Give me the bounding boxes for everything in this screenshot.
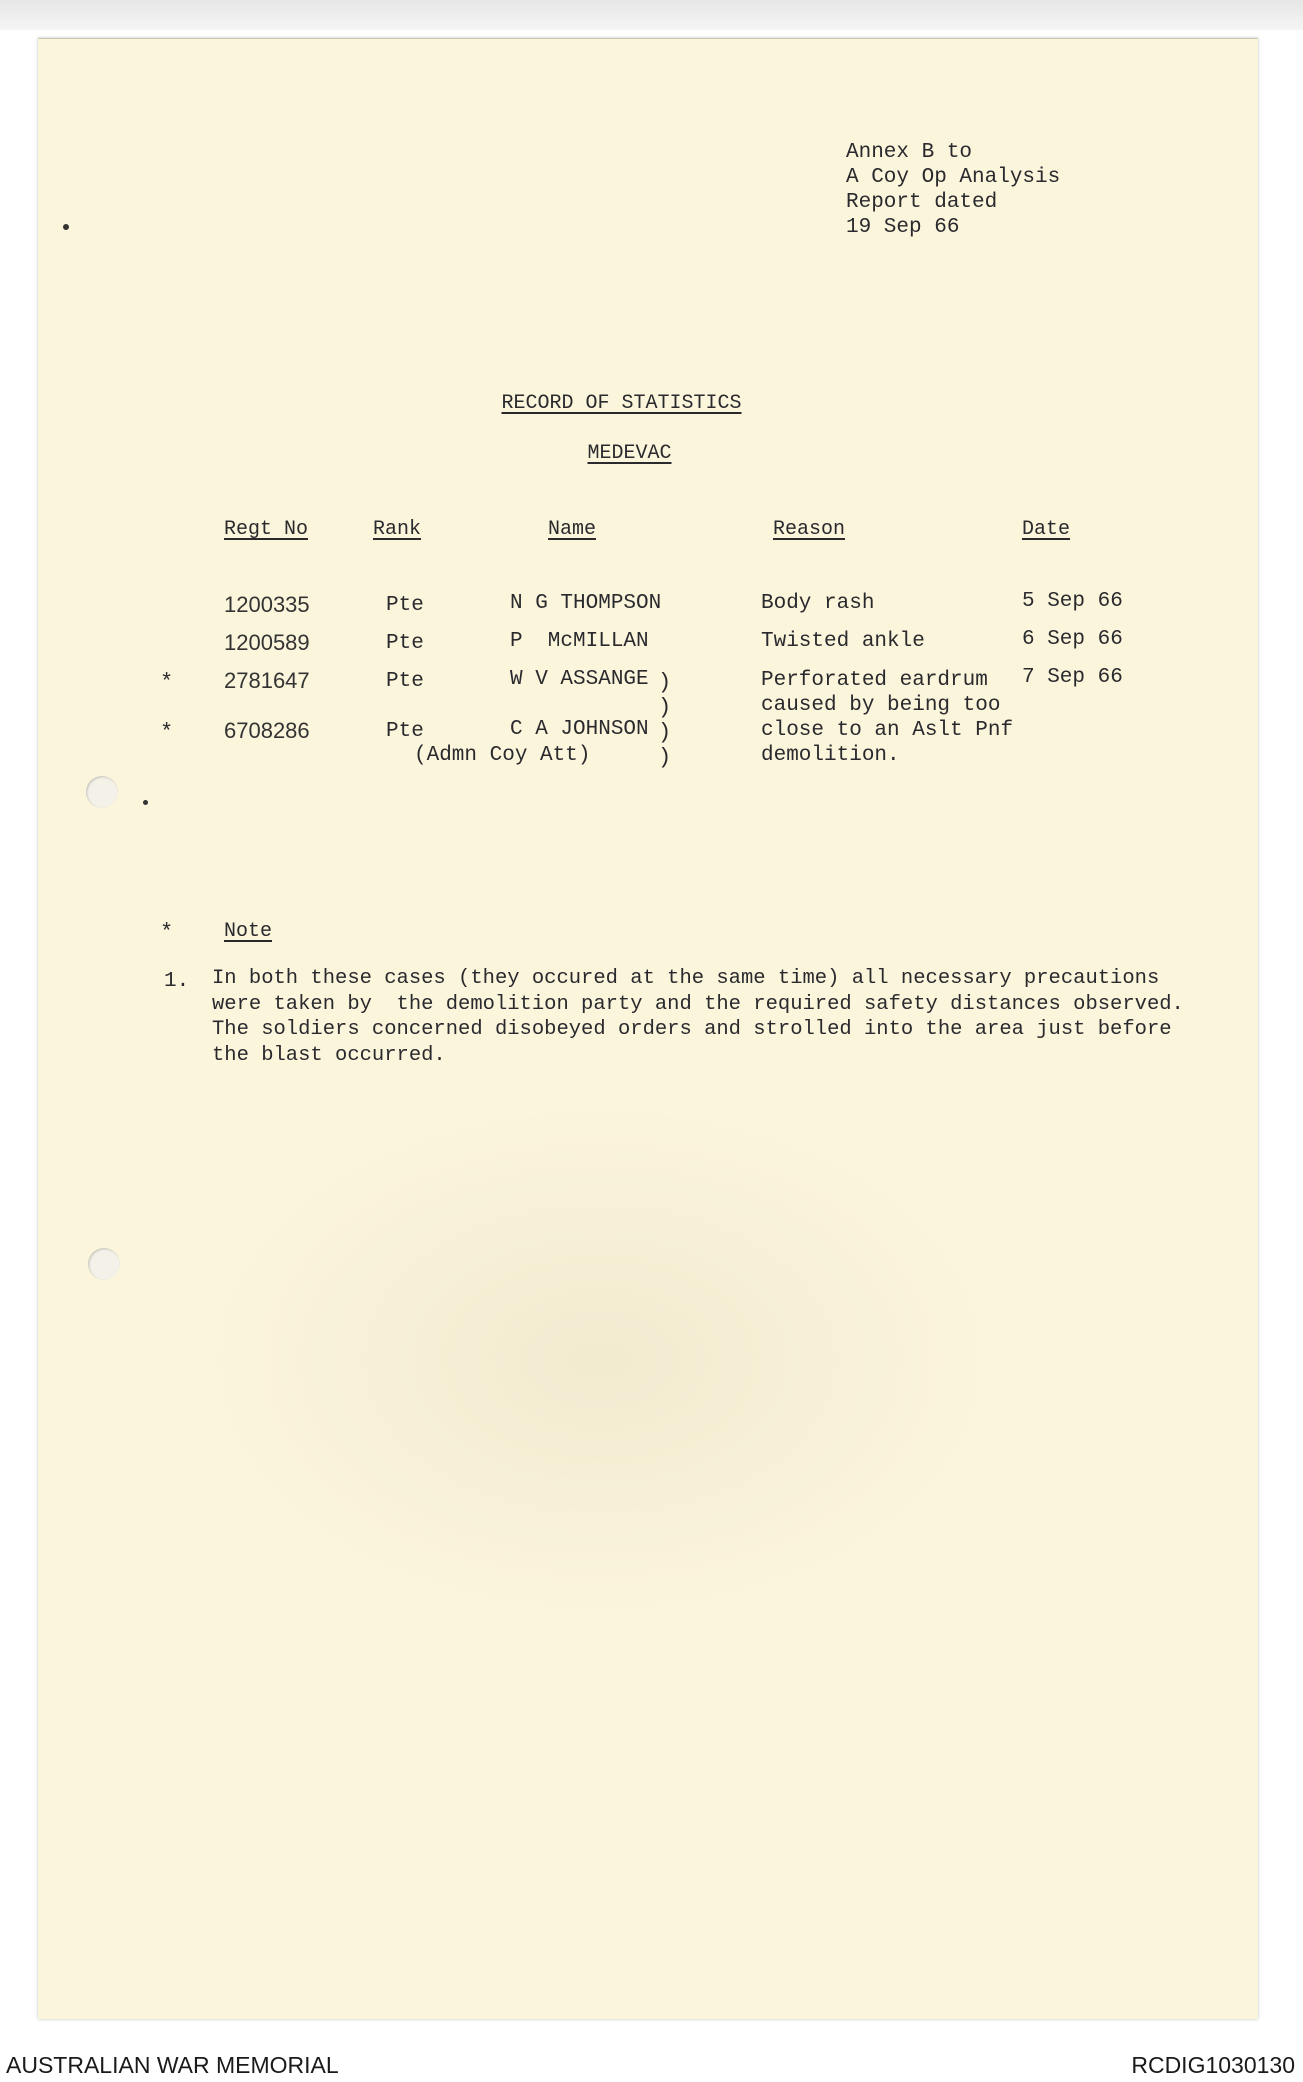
note-asterisk: * xyxy=(160,920,174,945)
note-paragraph xyxy=(212,966,1184,1068)
annex-line: Report dated xyxy=(846,191,998,214)
paper-speck xyxy=(63,224,69,230)
paper-speck xyxy=(143,800,148,805)
punch-hole-lower xyxy=(88,1248,120,1280)
note-number: 1. xyxy=(164,970,190,993)
document-title: RECORD OF STATISTICS xyxy=(501,392,742,415)
annex-line: 19 Sep 66 xyxy=(846,216,960,239)
shared-reason-line: demolition. xyxy=(761,744,900,767)
header-reason: Reason xyxy=(773,518,846,541)
row1-rank: Pte xyxy=(386,594,424,617)
row2-rank: Pte xyxy=(386,632,424,655)
annex-line: A Coy Op Analysis xyxy=(846,166,1061,189)
annex-line: Annex B to xyxy=(846,141,973,164)
row3-date: 7 Sep 66 xyxy=(1022,666,1123,689)
shared-reason-line: Perforated eardrum xyxy=(761,669,988,692)
row1-name: N G THOMPSON xyxy=(510,592,662,615)
header-regt-no: Regt No xyxy=(224,518,309,541)
row2-name: P McMILLAN xyxy=(510,630,649,653)
row1-regt-no: 1200335 xyxy=(224,592,310,617)
footer-institution: AUSTRALIAN WAR MEMORIAL xyxy=(6,2052,339,2078)
row3-asterisk: * xyxy=(160,670,174,695)
shared-reason-line: caused by being too xyxy=(761,694,1001,717)
punch-hole-upper xyxy=(86,776,118,808)
header-date: Date xyxy=(1022,518,1071,541)
header-name: Name xyxy=(548,518,597,541)
header-rank: Rank xyxy=(373,518,422,541)
row2-date: 6 Sep 66 xyxy=(1022,628,1123,651)
row2-regt-no: 1200589 xyxy=(224,630,310,655)
row3-name: W V ASSANGE xyxy=(510,668,649,691)
row3-rank: Pte xyxy=(386,670,424,693)
note-line: the blast occurred. xyxy=(212,1043,446,1067)
row2-reason: Twisted ankle xyxy=(761,630,925,653)
row4-asterisk: * xyxy=(160,720,174,745)
document-subtitle: MEDEVAC xyxy=(587,442,672,465)
note-line: The soldiers concerned disobeyed orders and strolled into the area just before xyxy=(212,1018,1172,1041)
row4-unit-note: (Admn Coy Att) xyxy=(414,744,591,767)
shared-reason-line: close to an Aslt Pnf xyxy=(761,719,1014,742)
row3-regt-no: 2781647 xyxy=(224,668,310,693)
note-line: were taken by the demolition party and the required safety distances observed. xyxy=(212,992,1184,1016)
row1-reason: Body rash xyxy=(761,592,875,615)
shared-reason xyxy=(761,668,1013,768)
row4-rank: Pte xyxy=(386,720,424,743)
grouping-bracket: ) ) ) ) xyxy=(658,670,672,770)
note-label: Note xyxy=(224,920,273,943)
note-line: In both these cases (they occured at the same time) all necessary precautions xyxy=(212,967,1160,990)
row1-date: 5 Sep 66 xyxy=(1022,590,1123,613)
footer-catalogue-id: RCDIG1030130 xyxy=(1131,2052,1295,2078)
annex-reference xyxy=(846,140,1060,240)
row4-regt-no: 6708286 xyxy=(224,718,310,743)
scan-top-strip xyxy=(0,0,1303,30)
row4-name: C A JOHNSON xyxy=(510,718,649,741)
